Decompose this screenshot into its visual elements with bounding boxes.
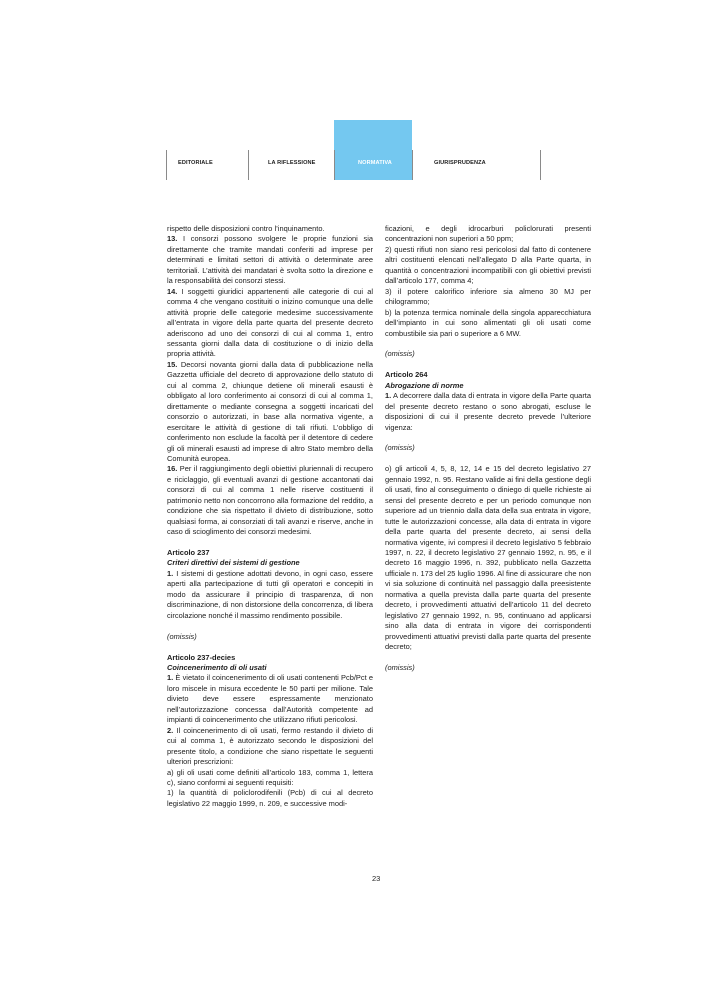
tab-la-riflessione[interactable]: LA RIFLESSIONE [268, 160, 316, 166]
omissis-note: (omissis) [385, 662, 415, 672]
article-subheading: Coincenerimento di oli usati [167, 662, 267, 672]
paragraph-237d-1 [167, 673, 373, 725]
active-tab-highlight [334, 120, 412, 180]
comma-number: 13. [167, 234, 178, 244]
comma-number: 16. [167, 464, 178, 474]
section-nav [166, 120, 541, 180]
paragraph: rispetto delle disposizioni contro l’inquinamento. [167, 224, 325, 233]
omissis-note: (omissis) [385, 443, 415, 453]
tab-editoriale[interactable]: EDITORIALE [178, 160, 213, 166]
paragraph-text: Il coincenerimento di oli usati, fermo restando il divieto di cui al comma 1, è autorizzato secondo le disposizioni del presente titolo, a condizione che siano rispettate le seguenti ulteriori prescrizioni: [167, 725, 373, 767]
omissis-note: (omissis) [167, 631, 197, 641]
right-column [385, 224, 591, 673]
page-number: 23 [372, 874, 381, 883]
paragraph-13 [167, 234, 373, 286]
paragraph: a) gli oli usati come definiti all’articolo 183, comma 1, lettera c), siano conformi ai seguenti requisiti: [167, 767, 373, 787]
comma-number: 2. [167, 725, 174, 735]
comma-number: 1. [385, 391, 392, 401]
nav-separator [334, 150, 335, 180]
paragraph-16 [167, 464, 373, 537]
omissis-note: (omissis) [385, 349, 415, 359]
nav-separator [540, 150, 541, 180]
comma-number: 15. [167, 359, 178, 369]
paragraph-text: Decorsi novanta giorni dalla data di pubblicazione nella Gazzetta ufficiale del decreto di approvazione dello statuto di cui al comma 2, chiunque detiene oli minerali esausti è obbligato al loro conferimento ai consorzi di cui al comma 1, direttamente o mediante consegna a soggetti incaricati del consorzio o autorizzati, in base alla normativa vigente, a esercitare le attività di gestione di tali rifiuti. L’obbligo di conferimento non esclude la facoltà per il detentore di cedere gli oli minerali esausti ad imprese di altro Stato membro della Comunità europea. [167, 359, 373, 463]
paragraph: ficazioni, e degli idrocarburi policlorurati presenti concentrazioni non superiori a 50 ppm; [385, 224, 591, 244]
article-heading: Articolo 237-decies [167, 652, 236, 662]
paragraph-14 [167, 287, 373, 360]
paragraph-237-1 [167, 569, 373, 621]
comma-number: 14. [167, 286, 178, 296]
paragraph: 3) il potere calorifico inferiore sia almeno 30 MJ per chilogrammo; [385, 286, 591, 307]
paragraph: b) la potenza termica nominale della singola apparecchiatura dell’impianto in cui sono alimentati gli oli usati come combustibile sia pari o superiore a 6 MW. [385, 307, 591, 338]
paragraph-15 [167, 360, 373, 465]
tab-giurisprudenza[interactable]: GIURISPRUDENZA [434, 160, 486, 166]
article-heading: Articolo 264 [385, 370, 428, 380]
article-heading: Articolo 237 [167, 548, 210, 558]
paragraph-text: È vietato il coincenerimento di oli usati contenenti Pcb/Pct e loro miscele in misura eccedente le 50 parti per milione. Tale divieto deve essere espressamente menzionato nell’autorizzazione concessa dall’Autorità competente ad impianti di coincenerimento che utilizzano rifiuti pericolosi. [167, 673, 373, 725]
paragraph: 2) questi rifiuti non siano resi pericolosi dal fatto di contenere altri costituenti elencati nell’allegato D alla Parte quarta, in quantità o concentrazioni incompatibili con gli obiettivi previsti dall’articolo 177, comma 4; [385, 244, 591, 286]
paragraph-text: A decorrere dalla data di entrata in vigore della Parte quarta del presente decreto restano o sono abrogati, escluse le disposizioni di cui il presente decreto prevede l’ulteriore vigenza: [385, 391, 591, 432]
paragraph: 1) la quantità di policlorodifenili (Pcb) di cui al decreto legislativo 22 maggio 1999, n. 209, e successive modi- [167, 788, 373, 808]
tab-normativa[interactable]: NORMATIVA [358, 160, 392, 166]
paragraph-264-1 [385, 391, 591, 433]
paragraph-text: I soggetti giuridici appartenenti alle categorie di cui al comma 4 che vengano costituiti o inizino comunque una delle attività proprie delle categorie medesime successivamente all’entrata in vigore della parte quarta del presente decreto aderiscono ad uno dei consorzi di cui al comma 1, entro sessanta giorni dalla data di costituzione o di inizio della propria attività. [167, 286, 373, 359]
comma-number: 1. [167, 673, 174, 683]
nav-separator [248, 150, 249, 180]
paragraph-text: I sistemi di gestione adottati devono, in ogni caso, essere aperti alla partecipazione di tutti gli operatori e concepiti in modo da assicurare il principio di trasparenza, di non discriminazione, di non distorsione della concorrenza, di libera circolazione nonché il massimo rendimento possibile. [167, 568, 373, 620]
nav-separator [412, 150, 413, 180]
left-column [167, 224, 373, 809]
paragraph-text: I consorzi possono svolgere le proprie funzioni sia direttamente che tramite mandati conferiti ad imprese per determinati e limitati settori di attività o determinate aree territoriali. L’attività dei mandatari è svolta sotto la direzione e la responsabilità dei consorzi stessi. [167, 234, 373, 286]
comma-number: 1. [167, 568, 174, 578]
nav-separator [166, 150, 167, 180]
article-subheading: Abrogazione di norme [385, 380, 464, 390]
article-subheading: Criteri direttivi dei sistemi di gestione [167, 558, 300, 568]
paragraph-text: Per il raggiungimento degli obiettivi pluriennali di recupero e riciclaggio, gli eventuali avanzi di gestione accantonati dai consorzi di cui al comma 1 nelle riserve costituenti il patrimonio netto non concorrono alla formazione del reddito, a condizione che sia rispettato il divieto di distribuzione, sotto qualsiasi forma, ai consorziati di tali avanzi e riserve, anche in caso di scioglimento dei consorzi medesimi. [167, 464, 374, 537]
paragraph-o: o) gli articoli 4, 5, 8, 12, 14 e 15 del decreto legislativo 27 gennaio 1992, n. 95. Restano valide ai fini della gestione degli oli usati, fino al conseguimento o diniego di quelle richieste ai sensi del presente decreto e per un periodo comunque non superiore ad un triennio dalla data della sua entrata in vigore, tutte le autorizzazioni concesse, alla data di entrata in vigore della parte quarta del presente decreto, ai sensi della normativa vigente, ivi compresi il decreto legislativo 5 febbraio 1997, n. 22, il decreto legislativo 27 gennaio 1992, n. 95, e il decreto 16 maggio 1996, n. 392, pubblicato nella Gazzetta ufficiale n. 173 del 25 luglio 1996. Al fine di assicurare che non vi sia soluzione di continuità nel passaggio dalla preesistente normativa a quella prevista dalla parte quarta del presente decreto, i provvedimenti attuativi dell’articolo 11 del decreto legislativo 27 gennaio 1992, n. 95, continuano ad applicarsi sino alla data di entrata in vigore dei corrispondenti provvedimenti attuativi previsti dalla parte quarta del presente decreto; [385, 464, 591, 652]
paragraph-237d-2 [167, 726, 373, 768]
